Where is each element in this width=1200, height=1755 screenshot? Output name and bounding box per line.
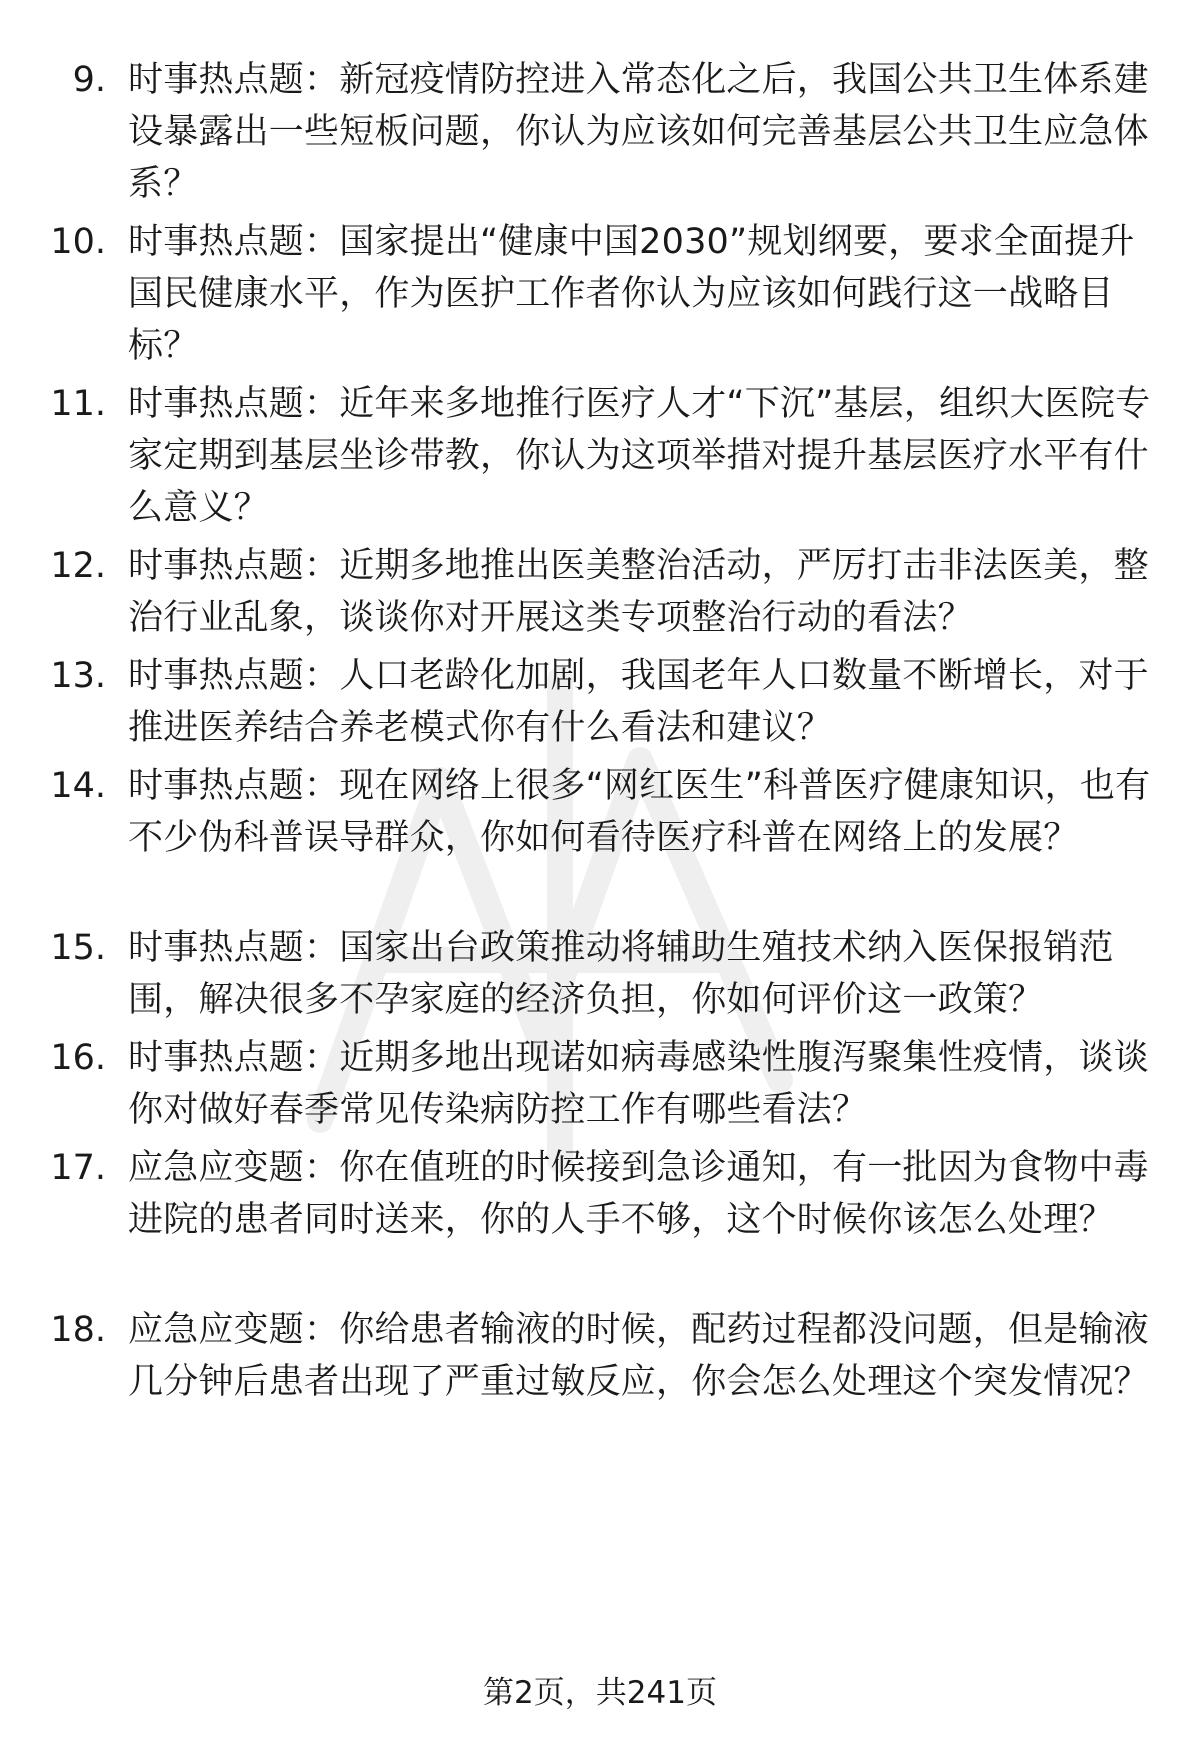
question-number: 15. (50, 928, 106, 968)
question-text: 时事热点题：新冠疫情防控进入常态化之后，我国公共卫生体系建设暴露出一些短板问题，你认为应该如何完善基层公共卫生应急体系？ (128, 60, 1149, 204)
question-number: 16. (50, 1038, 106, 1078)
question-number: 17. (50, 1148, 106, 1188)
question-text: 时事热点题：现在网络上很多“网红医生”科普医疗健康知识，也有不少伪科普误导群众，你如何看待医疗科普在网络上的发展？ (128, 766, 1151, 858)
question-text: 应急应变题：你给患者输液的时候，配药过程都没问题，但是输液几分钟后患者出现了严重过敏反应，你会怎么处理这个突发情况？ (128, 1310, 1149, 1402)
question-number: 12. (50, 546, 106, 586)
question-text: 时事热点题：近期多地出现诺如病毒感染性腹泻聚集性疫情，谈谈你对做好春季常见传染病防控工作有哪些看法？ (128, 1038, 1149, 1130)
question-text: 时事热点题：人口老龄化加剧，我国老年人口数量不断增长，对于推进医养结合养老模式你有什么看法和建议？ (128, 656, 1149, 748)
question-number: 18. (50, 1310, 106, 1350)
question-number: 9. (72, 60, 106, 100)
question-text: 时事热点题：国家出台政策推动将辅助生殖技术纳入医保报销范围，解决很多不孕家庭的经济负担，你如何评价这一政策？ (128, 928, 1114, 1020)
page-footer: 第2页，共241页 (483, 1675, 717, 1711)
question-text: 时事热点题：近年来多地推行医疗人才“下沉”基层，组织大医院专家定期到基层坐诊带教，你认为这项举措对提升基层医疗水平有什么意义？ (128, 384, 1151, 528)
question-number: 14. (50, 766, 106, 806)
question-text: 时事热点题：近期多地推出医美整治活动，严厉打击非法医美，整治行业乱象，谈谈你对开展这类专项整治行动的看法？ (128, 546, 1149, 638)
question-text: 时事热点题：国家提出“健康中国2030”规划纲要，要求全面提升国民健康水平，作为医护工作者你认为应该如何践行这一战略目标？ (128, 222, 1135, 366)
question-number: 13. (50, 656, 106, 696)
question-text: 应急应变题：你在值班的时候接到急诊通知，有一批因为食物中毒进院的患者同时送来，你的人手不够，这个时候你该怎么处理？ (128, 1148, 1149, 1240)
question-number: 10. (50, 222, 106, 262)
question-number: 11. (50, 384, 106, 424)
